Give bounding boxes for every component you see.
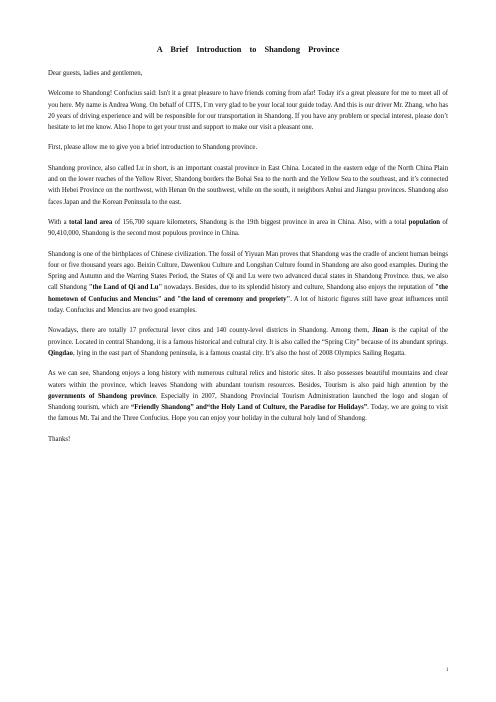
paragraph-geography: Shandong province, also called Lu in short, is an important coastal province in East China. Located in the eastern edge of the North China Plain and on the lower reaches of the Yellow River, Shandong borders the Bohai Sea to the north and the Yellow Sea to the southeast, and it’s connected with Hebei Province on the northwest, with Henan 0n the southwest, while on the south, it neighbors Anhui and Jiangsu provinces. Shandong also faces Japan and the Korean Peninsula to the east. (48, 164, 448, 206)
bold-land-of-qi-and-lu: "the Land of Qi and Lu" (88, 284, 163, 292)
paragraph-intro: First, please allow me to give you a brief introduction to Shandong province. (48, 144, 258, 152)
text-segment: . A lot of historic figures still have great influences until today. Confucius and Mencius are two good examples. (48, 295, 448, 315)
closing: Thanks! (48, 435, 71, 443)
document-title: A Brief Introduction to Shandong Province (156, 45, 340, 54)
document-body (48, 45, 448, 454)
page-number: 1 (446, 668, 449, 673)
bold-governments: governments of Shandong province (48, 392, 156, 400)
bold-slogan: “Friendly Shandong” and“the Holy Land of Culture, the Paradise for Holidays” (130, 404, 368, 412)
bold-jinan: Jinan (372, 327, 389, 335)
paragraph-history (48, 249, 448, 317)
bold-qingdao: Qingdao (48, 349, 73, 357)
text-segment: . Especially in 2007, Shandong Provincial Tourism Administration launched the logo and slogan of Shandong tourism, which are (48, 392, 448, 412)
paragraph-tourism (48, 368, 448, 424)
text-segment: Shandong is one of the birthplaces of Chinese civilization. The fossil of Yiyuan Man proves that Shandong was the cradle of ancient human beings four or five thousand years ago. Beixin Culture, Dawenkou Culture and Longshan Culture found in Shandong are also good examples. During the Spring and Autumn and the Warring States Period, the States of Qi and Lu were two advanced ducal states in Shandong Province. thus, we also call Shandong (48, 250, 448, 292)
text-segment: of 156,700 square kilometers, Shandong is the 19th biggest province in area in China. Also, with a total (112, 218, 409, 226)
bold-total-land-area: total land area (68, 218, 113, 226)
bold-hometown-of-confucius: "the hometown of Confucius and Mencius" and "the land of ceremony and propriety" (48, 284, 448, 303)
text-segment: , lying in the east part of Shandong peninsula, is a famous coastal city. It’s also the host of 2008 Olympics Sailing Regatta. (72, 349, 406, 357)
text-segment: nowadays. Besides, due to its splendid history and culture, Shandong also enjoys the reputation of (162, 284, 436, 292)
bold-population: population (408, 218, 441, 226)
greeting: Dear guests, ladies and gentlemen, (48, 70, 143, 77)
text-segment: As we can see, Shandong enjoys a long history with numerous cultural relics and historic sites. It also possesses beautiful mountains and clear waters within the province, which leaves Shandong with abundant tourism resources. Besides, Tourism is also paid high attention by the (48, 370, 448, 389)
paragraph-welcome: Welcome to Shandong! Confucius said: Isn't it a great pleasure to have friends coming from afar! Today it's a great pleasure for me to meet all of you here. My name is Andrea Wong. On behalf of CITS, I`m very glad to be your local tour guide today. And this is our driver Mr. Zhang, who has 20 years of driving experience and will be responsible for our transportation in Shandong. If you have any problem or special interest, please don’t hesitate to let me know. Also I hope to get your trust and support to make our visit a pleasant one. (48, 90, 449, 132)
text-segment: of 90,410,000, Shandong is the second most populous province in China. (48, 218, 448, 238)
paragraph-cities (48, 325, 448, 359)
text-segment: With a (48, 218, 69, 226)
paragraph-area-population (48, 217, 448, 240)
text-segment: . Today, we are going to visit the famous Mt. Tai and the Three Confucius. Hope you can enjoy your holiday in the cultural holy land of Shandong. (48, 404, 449, 423)
text-segment: is the capital of the province. Located in central Shandong, it is a famous historical and cultural city. It is also called the “Spring City” because of its abundant springs. (48, 327, 448, 346)
text-segment: Nowadays, there are totally 17 prefectural lever cites and 140 county-level districts in Shandong. Among them, (48, 327, 373, 335)
